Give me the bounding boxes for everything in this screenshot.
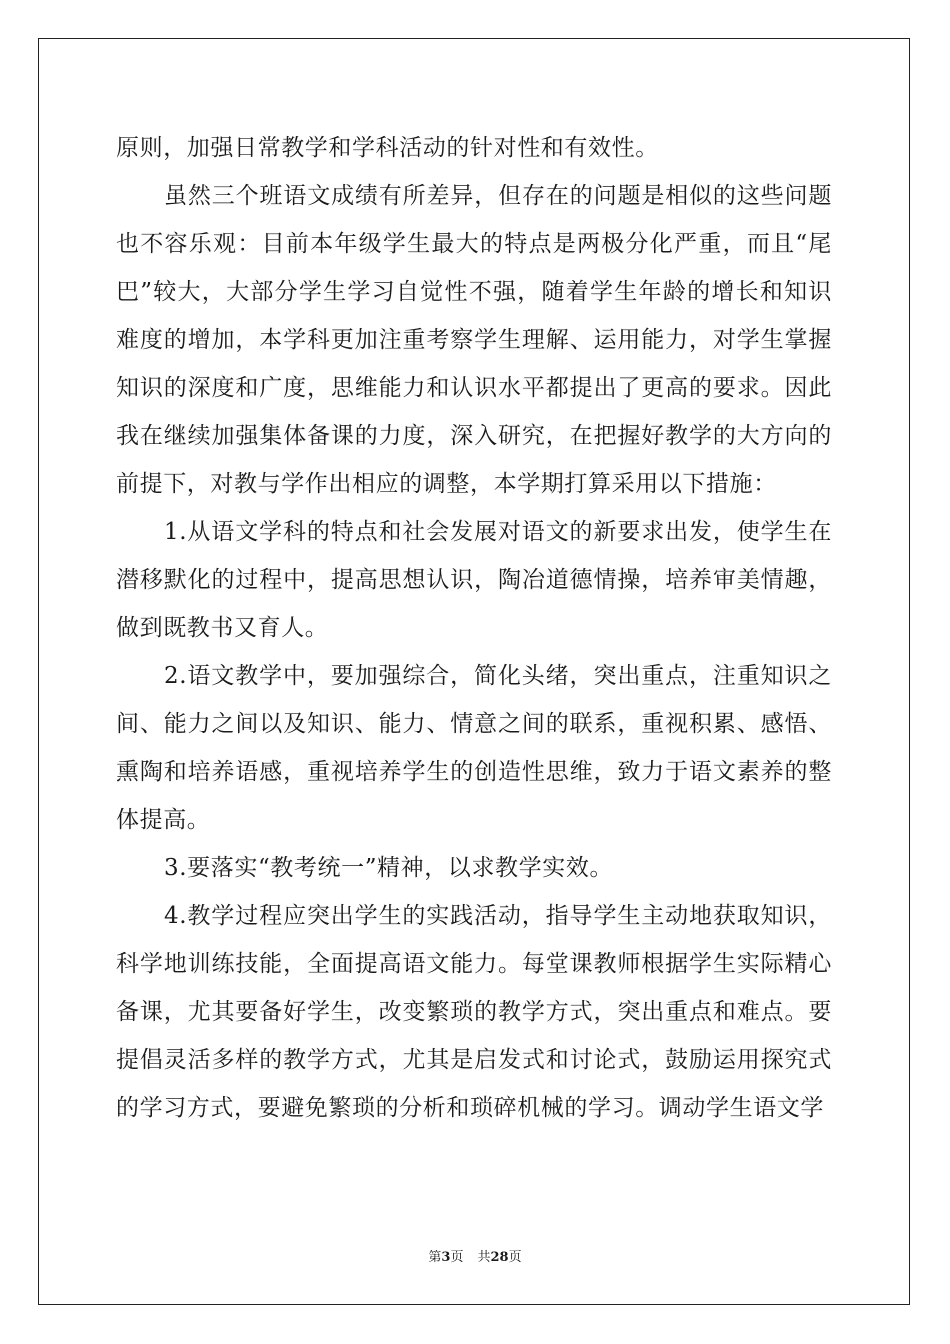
page-prefix: 第	[428, 1250, 442, 1265]
paragraph-5: 3.要落实“教考统一”精神，以求教学实效。	[164, 855, 614, 881]
paragraph-4: 2.语文教学中，要加强综合，简化头绪，突出重点，注重知识之间、能力之间以及知识、能力、情意之间的联系，重视积累、感悟、熏陶和培养语感，重视培养学生的创造性思维，致力于语文素养的整体提高。	[116, 663, 832, 833]
page-suffix: 页	[450, 1250, 464, 1265]
total-suffix: 页	[508, 1250, 522, 1265]
total-pages-number: 28	[490, 1250, 509, 1265]
page-footer	[0, 1246, 950, 1265]
paragraph-6: 4.教学过程应突出学生的实践活动，指导学生主动地获取知识，科学地训练技能，全面提高语文能力。每堂课教师根据学生实际精心备课，尤其要备好学生，改变繁琐的教学方式，突出重点和难点。要提倡灵活多样的教学方式，尤其是启发式和讨论式，鼓励运用探究式的学习方式，要避免繁琐的分析和琐碎机械的学习。调动学生语文学	[116, 903, 832, 1121]
paragraph-1: 原则，加强日常教学和学科活动的针对性和有效性。	[116, 135, 659, 161]
document-body	[116, 124, 832, 1132]
current-page-number: 3	[441, 1250, 451, 1265]
paragraph-3: 1.从语文学科的特点和社会发展对语文的新要求出发，使学生在潜移默化的过程中，提高思想认识，陶冶道德情操，培养审美情趣，做到既教书又育人。	[116, 519, 832, 641]
total-prefix: 共	[477, 1250, 491, 1265]
paragraph-2: 虽然三个班语文成绩有所差异，但存在的问题是相似的这些问题也不容乐观：目前本年级学生最大的特点是两极分化严重，而且“尾巴”较大，大部分学生学习自觉性不强，随着学生年龄的增长和知识难度的增加，本学科更加注重考察学生理解、运用能力，对学生掌握知识的深度和广度，思维能力和认识水平都提出了更高的要求。因此我在继续加强集体备课的力度，深入研究，在把握好教学的大方向的前提下，对教与学作出相应的调整，本学期打算采用以下措施：	[116, 183, 832, 497]
